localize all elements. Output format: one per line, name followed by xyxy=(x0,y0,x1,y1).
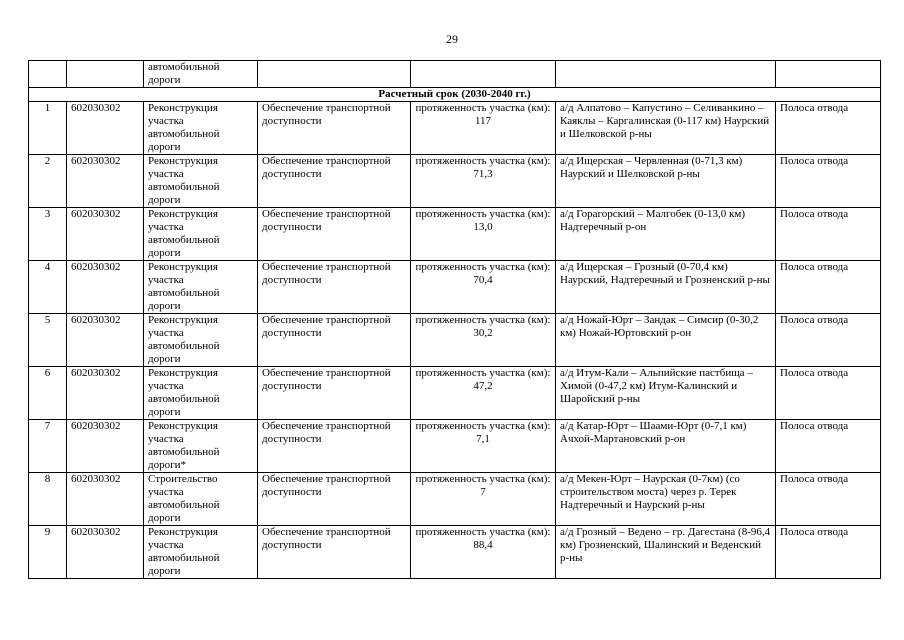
cell-goal: Обеспечение транспортной доступности xyxy=(258,420,411,473)
page-number: 29 xyxy=(446,32,458,46)
continuation-cell-goal xyxy=(258,61,411,88)
cell-value: протяженность участка (км): 7,1 xyxy=(411,420,556,473)
table-row xyxy=(29,473,881,526)
cell-value: протяженность участка (км): 71,3 xyxy=(411,155,556,208)
cell-code: 602030302 xyxy=(67,208,144,261)
section-header-row xyxy=(29,88,881,102)
cell-purpose: Строительство участка автомобильной дороги xyxy=(144,473,258,526)
table-row xyxy=(29,314,881,367)
table-row xyxy=(29,208,881,261)
cell-value: протяженность участка (км): 117 xyxy=(411,102,556,155)
cell-purpose: Реконструкция участка автомобильной дороги xyxy=(144,526,258,579)
cell-zone: Полоса отвода xyxy=(776,155,881,208)
cell-code: 602030302 xyxy=(67,473,144,526)
cell-zone: Полоса отвода xyxy=(776,367,881,420)
cell-num: 3 xyxy=(29,208,67,261)
cell-code: 602030302 xyxy=(67,155,144,208)
cell-code: 602030302 xyxy=(67,261,144,314)
cell-location: а/д Ножай-Юрт – Зандак – Симсир (0-30,2 км) Ножай-Юртовский р-он xyxy=(556,314,776,367)
table-row xyxy=(29,261,881,314)
cell-value: протяженность участка (км): 70,4 xyxy=(411,261,556,314)
table-row xyxy=(29,526,881,579)
cell-code: 602030302 xyxy=(67,526,144,579)
cell-goal: Обеспечение транспортной доступности xyxy=(258,155,411,208)
cell-goal: Обеспечение транспортной доступности xyxy=(258,367,411,420)
cell-num: 2 xyxy=(29,155,67,208)
table-row xyxy=(29,420,881,473)
cell-zone: Полоса отвода xyxy=(776,473,881,526)
continuation-row xyxy=(29,61,881,88)
continuation-cell-value xyxy=(411,61,556,88)
cell-goal: Обеспечение транспортной доступности xyxy=(258,526,411,579)
cell-num: 4 xyxy=(29,261,67,314)
continuation-cell-code xyxy=(67,61,144,88)
cell-location: а/д Ищерская – Грозный (0-70,4 км) Наурский, Надтеречный и Грозненский р-ны xyxy=(556,261,776,314)
cell-code: 602030302 xyxy=(67,314,144,367)
cell-code: 602030302 xyxy=(67,367,144,420)
cell-purpose: Реконструкция участка автомобильной дороги xyxy=(144,208,258,261)
continuation-cell-location xyxy=(556,61,776,88)
cell-value: протяженность участка (км): 88,4 xyxy=(411,526,556,579)
cell-location: а/д Мекен-Юрт – Наурская (0-7км) (со строительством моста) через р. Терек Надтеречный и Наурский р-ны xyxy=(556,473,776,526)
cell-num: 6 xyxy=(29,367,67,420)
continuation-cell-zone xyxy=(776,61,881,88)
table-row xyxy=(29,155,881,208)
cell-zone: Полоса отвода xyxy=(776,314,881,367)
cell-num: 7 xyxy=(29,420,67,473)
cell-goal: Обеспечение транспортной доступности xyxy=(258,473,411,526)
continuation-cell-num xyxy=(29,61,67,88)
cell-value: протяженность участка (км): 7 xyxy=(411,473,556,526)
cell-value: протяженность участка (км): 47,2 xyxy=(411,367,556,420)
cell-location: а/д Алпатово – Капустино – Селиванкино – Каяклы – Каргалинская (0-117 км) Наурский и Шелковской р-ны xyxy=(556,102,776,155)
cell-num: 1 xyxy=(29,102,67,155)
cell-zone: Полоса отвода xyxy=(776,261,881,314)
cell-goal: Обеспечение транспортной доступности xyxy=(258,102,411,155)
cell-num: 8 xyxy=(29,473,67,526)
cell-location: а/д Ищерская – Червленная (0-71,3 км) Наурский и Шелковской р-ны xyxy=(556,155,776,208)
cell-purpose: Реконструкция участка автомобильной дороги xyxy=(144,155,258,208)
cell-code: 602030302 xyxy=(67,102,144,155)
cell-location: а/д Катар-Юрт – Шаами-Юрт (0-7,1 км) Ачхой-Мартановский р-он xyxy=(556,420,776,473)
cell-value: протяженность участка (км): 13,0 xyxy=(411,208,556,261)
cell-purpose: Реконструкция участка автомобильной дороги xyxy=(144,261,258,314)
cell-purpose: Реконструкция участка автомобильной дороги xyxy=(144,367,258,420)
table-row xyxy=(29,367,881,420)
cell-goal: Обеспечение транспортной доступности xyxy=(258,208,411,261)
cell-goal: Обеспечение транспортной доступности xyxy=(258,261,411,314)
planning-table xyxy=(28,60,881,579)
cell-zone: Полоса отвода xyxy=(776,208,881,261)
cell-purpose: Реконструкция участка автомобильной дороги* xyxy=(144,420,258,473)
section-title: Расчетный срок (2030-2040 гг.) xyxy=(29,88,881,102)
cell-purpose: Реконструкция участка автомобильной дороги xyxy=(144,102,258,155)
cell-zone: Полоса отвода xyxy=(776,420,881,473)
cell-zone: Полоса отвода xyxy=(776,526,881,579)
cell-location: а/д Грозный – Ведено – гр. Дагестана (8-96,4 км) Грозненский, Шалинский и Веденский р-ны xyxy=(556,526,776,579)
cell-location: а/д Горагорский – Малгобек (0-13,0 км) Надтеречный р-он xyxy=(556,208,776,261)
cell-zone: Полоса отвода xyxy=(776,102,881,155)
table-row xyxy=(29,102,881,155)
continuation-cell-purpose: автомобильной дороги xyxy=(144,61,258,88)
cell-location: а/д Итум-Кали – Альпийские пастбища – Химой (0-47,2 км) Итум-Калинский и Шаройский р-ны xyxy=(556,367,776,420)
cell-value: протяженность участка (км): 30,2 xyxy=(411,314,556,367)
cell-num: 9 xyxy=(29,526,67,579)
cell-purpose: Реконструкция участка автомобильной дороги xyxy=(144,314,258,367)
cell-num: 5 xyxy=(29,314,67,367)
cell-code: 602030302 xyxy=(67,420,144,473)
cell-goal: Обеспечение транспортной доступности xyxy=(258,314,411,367)
